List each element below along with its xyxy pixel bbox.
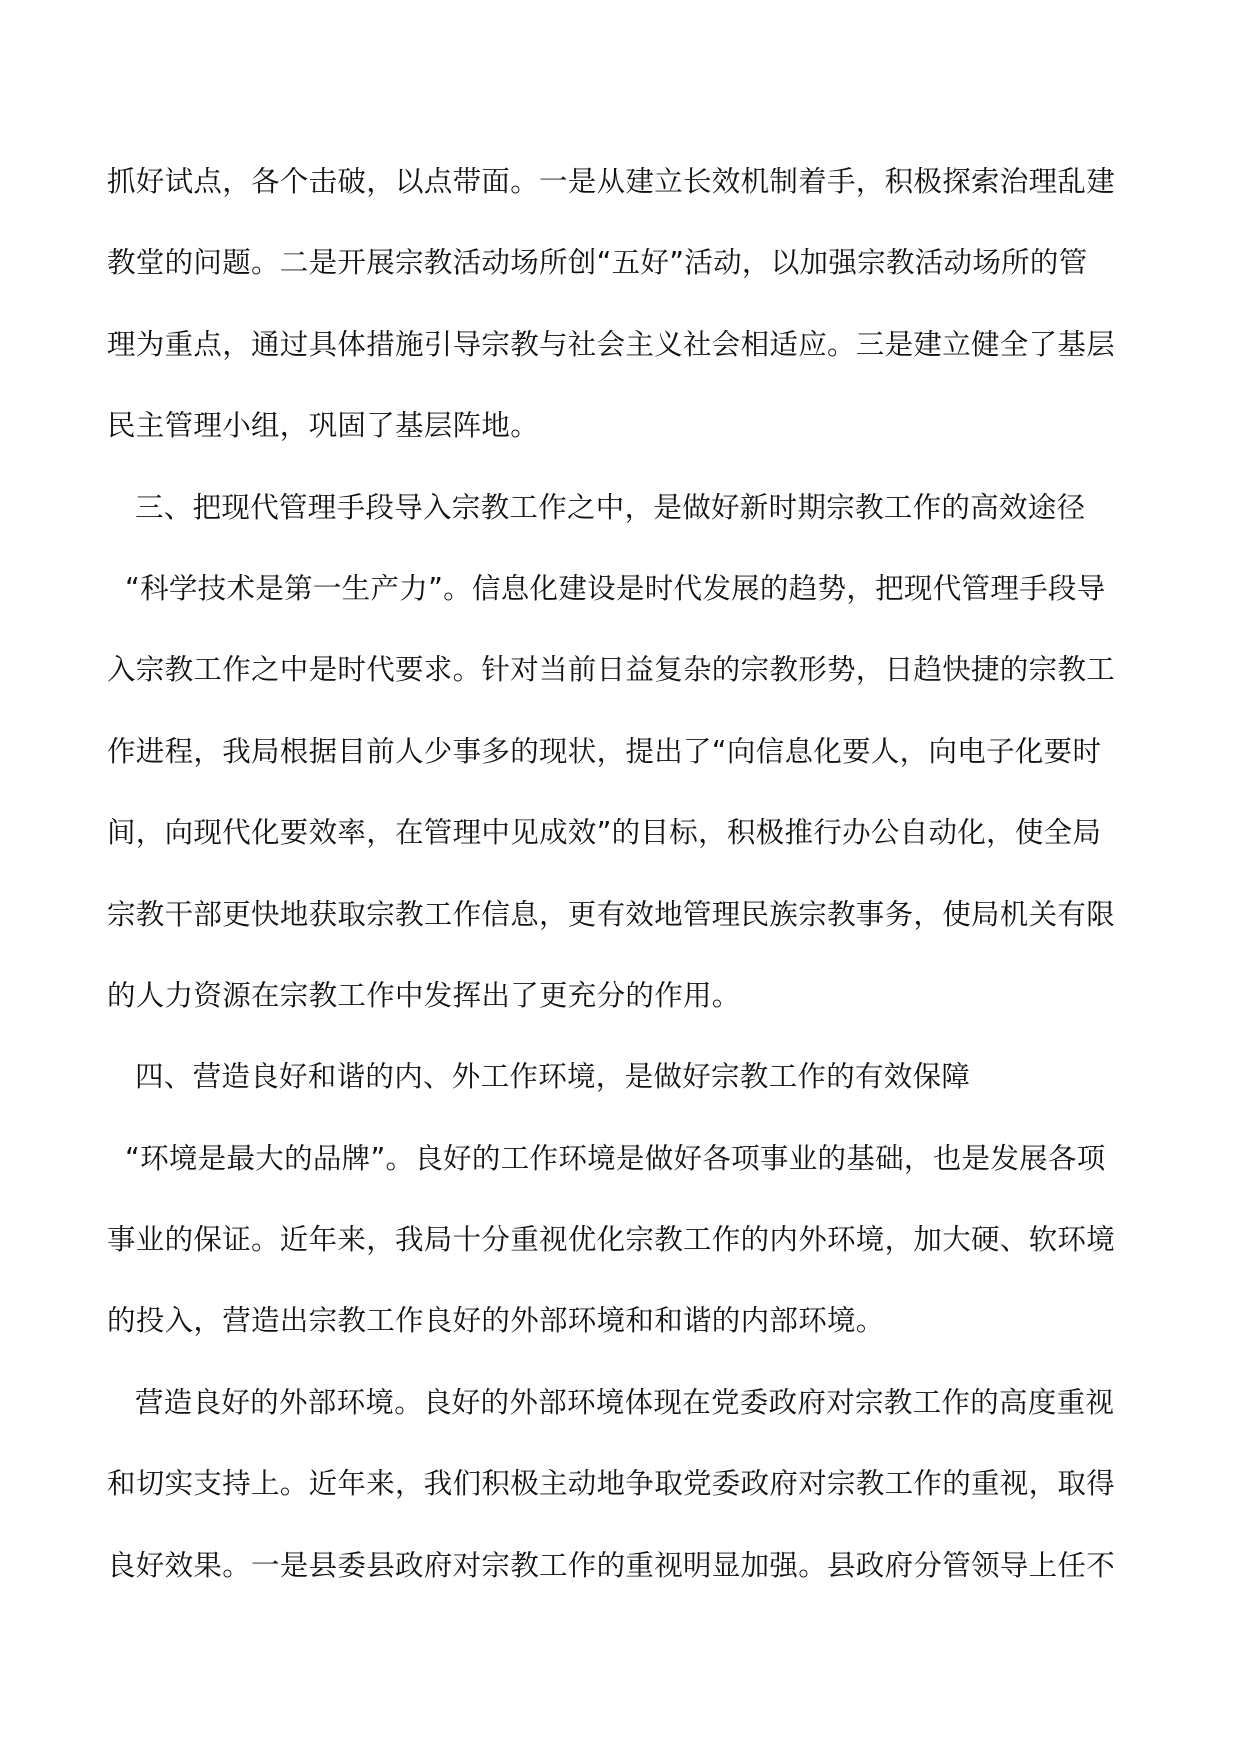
document-body	[107, 160, 1137, 1625]
text-line: 营造良好的外部环境。良好的外部环境体现在党委政府对宗教工作的高度重视	[135, 1385, 1115, 1419]
text-line: “环境是最大的品牌”。良好的工作环境是做好各项事业的基础，也是发展各项	[125, 1141, 1106, 1175]
section-heading: 三、把现代管理手段导入宗教工作之中，是做好新时期宗教工作的高效途径	[135, 490, 1086, 524]
text-line: 教堂的问题。二是开展宗教活动场所创“五好”活动，以加强宗教活动场所的管	[107, 246, 1088, 280]
text-line: 的投入，营造出宗教工作良好的外部环境和和谐的内部环境。	[107, 1304, 885, 1338]
text-line: 间，向现代化要效率，在管理中见成效”的目标，积极推行办公自动化，使全局	[107, 816, 1102, 850]
text-line: 入宗教工作之中是时代要求。针对当前日益复杂的宗教形势，日趋快捷的宗教工	[107, 653, 1116, 687]
text-line: 抓好试点，各个击破，以点带面。一是从建立长效机制着手，积极探索治理乱建	[107, 165, 1116, 198]
text-line: 的人力资源在宗教工作中发挥出了更充分的作用。	[107, 978, 741, 1012]
text-line: 理为重点，通过具体措施引导宗教与社会主义社会相适应。三是建立健全了基层	[107, 327, 1116, 361]
text-line: 作进程，我局根据目前人少事多的现状，提出了“向信息化要人，向电子化要时	[107, 734, 1102, 768]
section-heading: 四、营造良好和谐的内、外工作环境，是做好宗教工作的有效保障	[135, 1060, 971, 1094]
text-line: 和切实支持上。近年来，我们积极主动地争取党委政府对宗教工作的重视，取得	[107, 1467, 1116, 1501]
text-line: 民主管理小组，巩固了基层阵地。	[107, 409, 540, 443]
text-line: 事业的保证。近年来，我局十分重视优化宗教工作的内外环境，加大硬、软环境	[107, 1223, 1116, 1257]
text-line: 良好效果。一是县委县政府对宗教工作的重视明显加强。县政府分管领导上任不	[107, 1548, 1116, 1582]
text-line: “科学技术是第一生产力”。信息化建设是时代发展的趋势，把现代管理手段导	[125, 571, 1106, 605]
text-line: 宗教干部更快地获取宗教工作信息，更有效地管理民族宗教事务，使局机关有限	[107, 897, 1116, 931]
